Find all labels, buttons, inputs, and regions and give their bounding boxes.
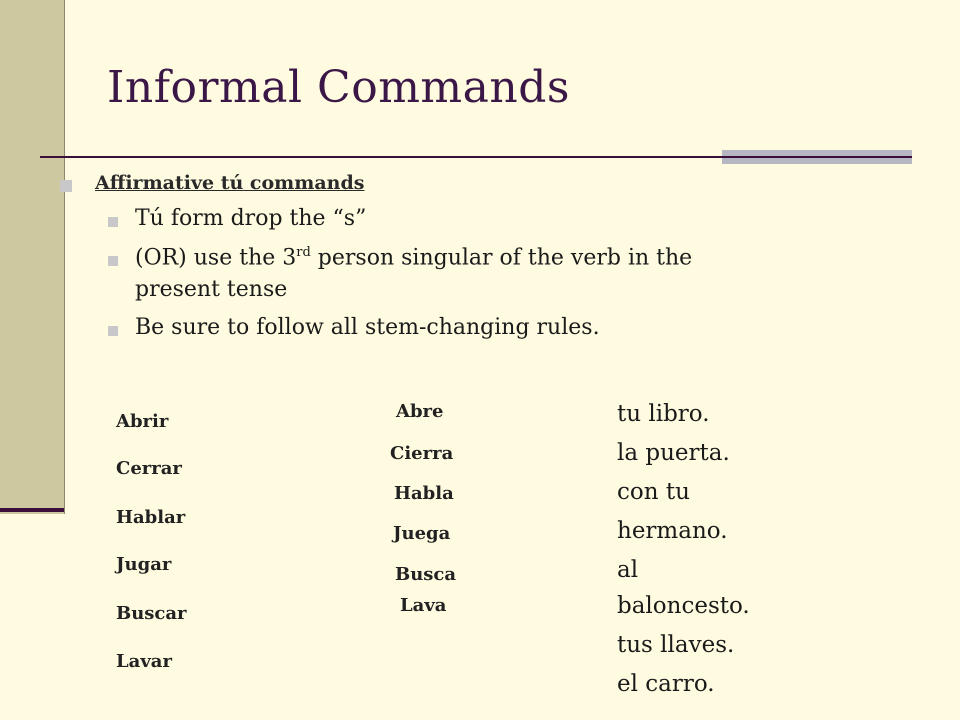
object-phrase: al — [617, 557, 639, 583]
section-heading: Affirmative tú commands — [95, 172, 365, 194]
bullet-square-icon — [108, 256, 118, 266]
object-phrase: el carro. — [617, 671, 715, 697]
rule-third-person — [135, 245, 692, 270]
infinitive-item: Jugar — [116, 554, 172, 575]
bullet-square-icon — [60, 180, 72, 192]
infinitive-item: Cerrar — [116, 458, 182, 479]
infinitive-item: Buscar — [116, 603, 187, 624]
object-phrase: con tu — [617, 479, 690, 505]
rule-drop-s: Tú form drop the “s” — [135, 206, 367, 231]
object-phrase: tu libro. — [617, 401, 710, 427]
left-decorative-band — [0, 0, 64, 514]
rule-third-person-text: (OR) use the 3 — [135, 245, 297, 271]
left-band-edge — [64, 0, 65, 514]
object-phrase: baloncesto. — [617, 593, 750, 619]
command-item: Abre — [396, 401, 444, 422]
object-phrase: la puerta. — [617, 440, 730, 466]
bullet-square-icon — [108, 326, 118, 336]
rule-third-person-line2: present tense — [135, 277, 288, 302]
object-phrase: hermano. — [617, 518, 728, 544]
command-item: Juega — [393, 523, 451, 544]
infinitive-item: Hablar — [116, 507, 186, 528]
rule-stem-changing: Be sure to follow all stem-changing rules. — [135, 315, 600, 340]
command-item: Busca — [395, 564, 457, 585]
rule-third-person-superscript: rd — [296, 245, 311, 260]
infinitive-item: Abrir — [116, 411, 169, 432]
slide-title: Informal Commands — [107, 62, 570, 113]
object-phrase: tus llaves. — [617, 632, 735, 658]
infinitive-item: Lavar — [116, 651, 172, 672]
bullet-square-icon — [108, 217, 118, 227]
command-item: Habla — [394, 483, 454, 504]
title-divider-accent — [722, 150, 912, 164]
command-item: Lava — [400, 595, 447, 616]
rule-third-person-text-cont: person singular of the verb in the — [310, 245, 693, 271]
left-band-cap — [0, 508, 64, 512]
command-item: Cierra — [390, 443, 454, 464]
